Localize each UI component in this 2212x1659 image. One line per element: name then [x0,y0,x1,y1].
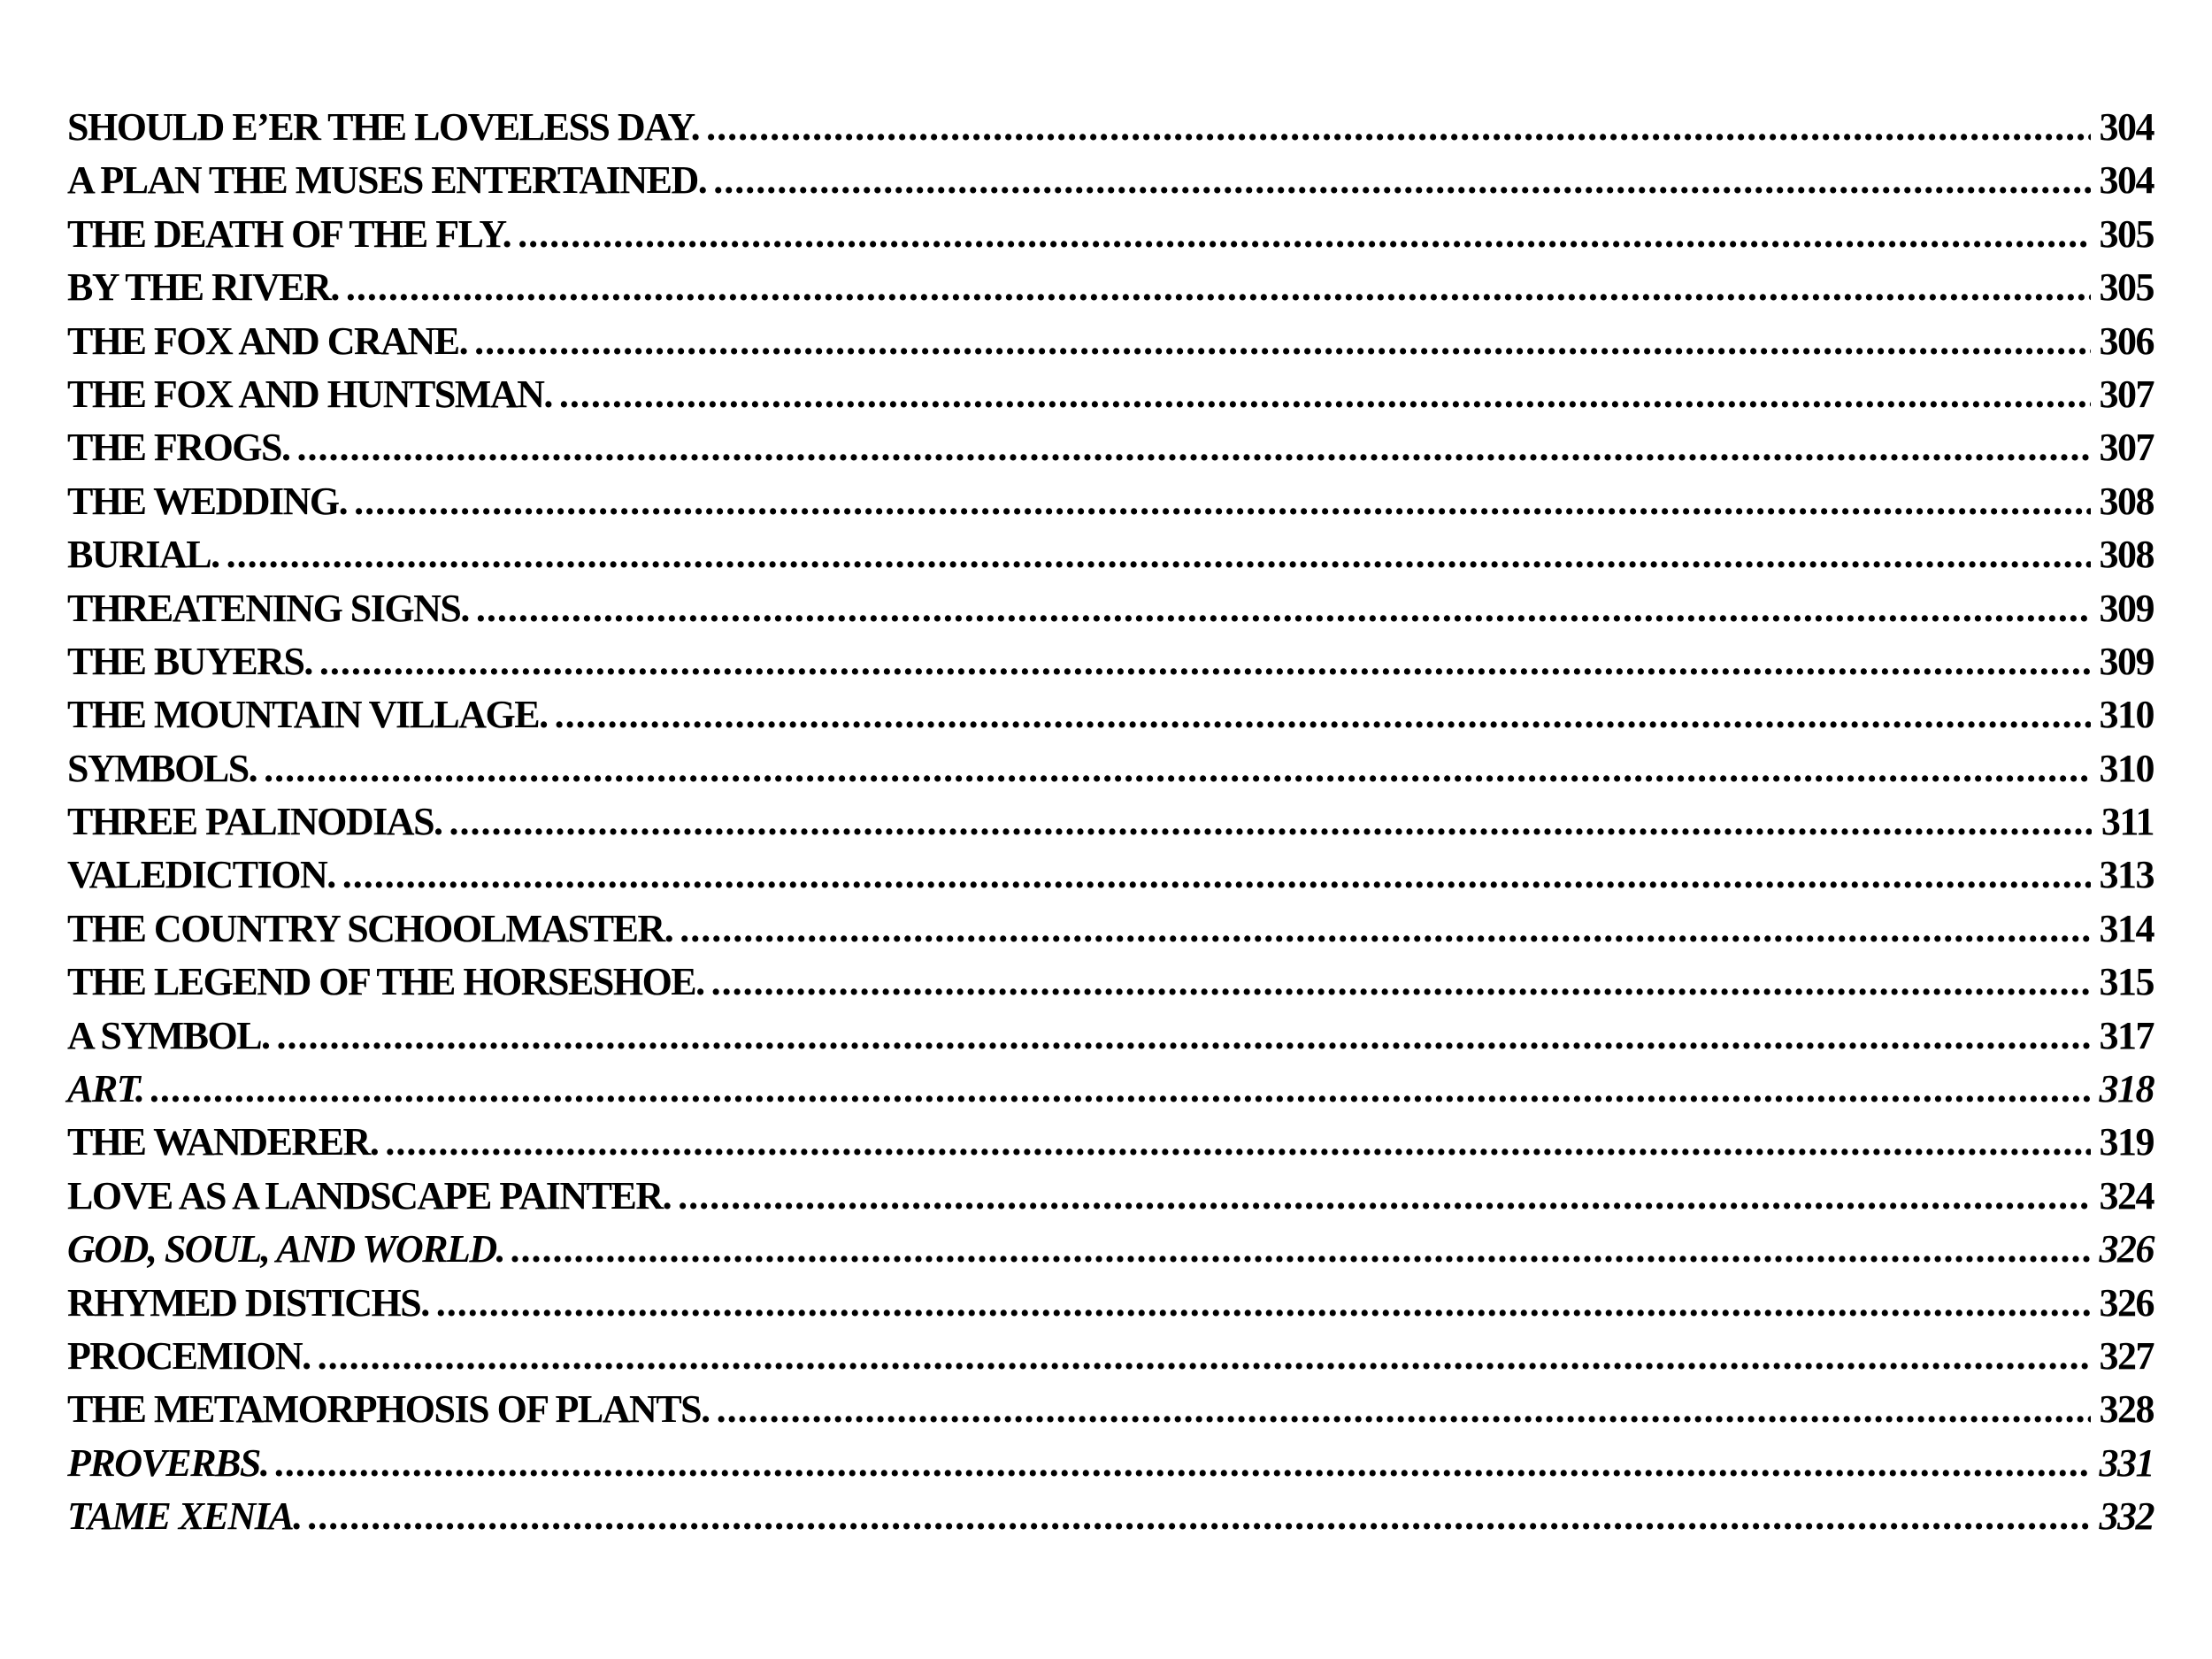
toc-entry[interactable] [67,1010,2154,1063]
dot-leader [385,1116,2090,1169]
toc-entry-page: 311 [2101,800,2154,844]
toc-entry[interactable] [67,1330,2154,1383]
toc-entry-title: BY THE RIVER. [67,265,339,310]
toc-entry-page: 307 [2099,426,2154,470]
toc-entry-title: THE BUYERS. [67,639,312,683]
toc-entry-page: 327 [2099,1333,2154,1378]
toc-entry[interactable] [67,902,2154,956]
toc-entry-title: TAME XENIA. [67,1494,302,1539]
dot-leader [476,582,2091,635]
toc-entry-title: THREATENING SIGNS. [67,586,469,630]
toc-entry-page: 304 [2099,158,2154,203]
toc-entry[interactable] [67,315,2154,368]
dot-leader [678,1170,2090,1223]
toc-entry-title: A SYMBOL. [67,1013,270,1057]
toc-entry[interactable] [67,849,2154,902]
dot-leader [342,849,2091,902]
toc-entry-page: 328 [2099,1387,2154,1432]
dot-leader [151,1063,2091,1116]
toc-entry-page: 332 [2099,1494,2154,1539]
toc-entry[interactable] [67,1170,2154,1223]
toc-entry-title: THE FROGS. [67,426,290,470]
toc-entry-page: 305 [2099,211,2154,256]
toc-entry[interactable] [67,1490,2154,1543]
toc-entry[interactable] [67,742,2154,795]
dot-leader [309,1490,2091,1543]
toc-entry-title: GOD, SOUL, AND WORLD. [67,1227,505,1271]
dot-leader [559,368,2091,421]
toc-entry-page: 313 [2099,853,2154,897]
toc-entry-title: ART. [67,1067,144,1111]
dot-leader [717,1383,2091,1436]
toc-entry-page: 309 [2099,586,2154,630]
dot-leader [346,261,2091,314]
toc-entry-page: 310 [2099,693,2154,737]
dot-leader [354,475,2090,528]
toc-entry-page: 306 [2099,319,2154,363]
toc-entry-page: 331 [2099,1440,2154,1485]
toc-entry-page: 307 [2099,372,2154,416]
toc-entry-page: 304 [2099,105,2154,149]
toc-entry[interactable] [67,582,2154,635]
toc-entry-page: 310 [2099,746,2154,790]
toc-entry-title: PROCEMION. [67,1333,311,1378]
toc-entry[interactable] [67,208,2154,261]
toc-entry[interactable] [67,368,2154,421]
toc-entry[interactable] [67,956,2154,1009]
toc-entry-title: SHOULD E’ER THE LOVELESS DAY. [67,105,700,149]
toc-entry-title: THE METAMORPHOSIS OF PLANTS. [67,1387,710,1432]
toc-entry[interactable] [67,1223,2154,1276]
dot-leader [713,154,2090,207]
dot-leader [227,528,2091,581]
toc-entry-page: 308 [2099,533,2154,577]
dot-leader [449,795,2092,849]
toc-entry[interactable] [67,421,2154,474]
toc-entry-title: LOVE AS A LANDSCAPE PAINTER. [67,1173,672,1217]
toc-entry-title: THE FOX AND HUNTSMAN. [67,372,552,416]
table-of-contents [67,101,2154,1544]
dot-leader [264,742,2090,795]
toc-entry-title: THE LEGEND OF THE HORSESHOE. [67,960,704,1004]
toc-entry[interactable] [67,795,2154,849]
dot-leader [555,688,2091,741]
toc-entry-page: 326 [2099,1280,2154,1325]
toc-entry[interactable] [67,154,2154,207]
toc-entry-page: 326 [2099,1227,2154,1271]
dot-leader [511,1223,2090,1276]
toc-entry-page: 319 [2099,1120,2154,1164]
toc-entry[interactable] [67,1437,2154,1490]
toc-entry[interactable] [67,1383,2154,1436]
toc-entry-page: 324 [2099,1173,2154,1217]
toc-entry-title: THREE PALINODIAS. [67,800,442,844]
toc-entry-title: PROVERBS. [67,1440,269,1485]
dot-leader [277,1010,2091,1063]
dot-leader [680,902,2090,956]
toc-entry-title: THE WANDERER. [67,1120,379,1164]
toc-entry-title: A PLAN THE MUSES ENTERTAINED. [67,158,707,203]
toc-entry-title: THE MOUNTAIN VILLAGE. [67,693,548,737]
toc-entry[interactable] [67,1277,2154,1330]
toc-entry[interactable] [67,635,2154,688]
toc-entry-title: THE WEDDING. [67,479,348,523]
toc-entry[interactable] [67,528,2154,581]
toc-entry-page: 305 [2099,265,2154,310]
dot-leader [319,635,2091,688]
toc-entry[interactable] [67,1063,2154,1116]
toc-entry-title: THE FOX AND CRANE. [67,319,468,363]
toc-entry-title: THE DEATH OF THE FLY. [67,211,511,256]
toc-entry[interactable] [67,101,2154,154]
dot-leader [318,1330,2091,1383]
toc-entry-title: SYMBOLS. [67,746,257,790]
toc-entry-page: 308 [2099,479,2154,523]
toc-entry-title: BURIAL. [67,533,219,577]
toc-entry-page: 315 [2099,960,2154,1004]
dot-leader [275,1437,2090,1490]
toc-entry[interactable] [67,261,2154,314]
dot-leader [518,208,2090,261]
toc-entry-title: VALEDICTION. [67,853,335,897]
dot-leader [706,101,2090,154]
toc-entry[interactable] [67,688,2154,741]
toc-entry-page: 309 [2099,639,2154,683]
toc-entry[interactable] [67,475,2154,528]
toc-entry[interactable] [67,1116,2154,1169]
dot-leader [297,421,2091,474]
toc-entry-page: 317 [2099,1013,2154,1057]
toc-entry-page: 318 [2099,1067,2154,1111]
toc-entry-page: 314 [2099,906,2154,950]
toc-entry-title: RHYMED DISTICHS. [67,1280,429,1325]
dot-leader [474,315,2090,368]
dot-leader [436,1277,2091,1330]
dot-leader [711,956,2091,1009]
toc-entry-title: THE COUNTRY SCHOOLMASTER. [67,906,673,950]
